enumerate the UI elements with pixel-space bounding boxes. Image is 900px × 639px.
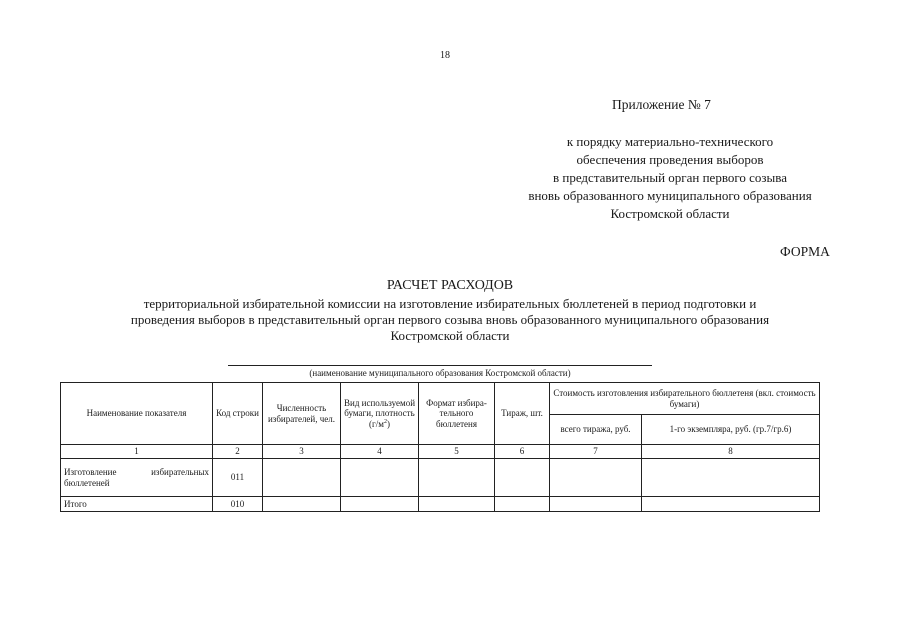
header-ballot-format: Формат избира-тельного бюллетеня [419,383,495,445]
cell-empty [550,459,642,497]
header-paper-sup: 2 [383,418,387,425]
column-number: 2 [213,445,263,459]
document-title: РАСЧЕТ РАСХОДОВ [386,278,514,293]
subtitle-line: проведения выборов в представительный орган первого созыва вновь образованного муниципального образования [130,312,770,327]
annex-title: Приложение № 7 [612,97,711,112]
form-label: ФОРМА [780,244,830,259]
header-cost-one: 1-го экземпляра, руб. (гр.7/гр.6) [642,415,820,445]
cell-empty [495,497,550,512]
expense-table [60,382,820,512]
column-number: 8 [642,445,820,459]
header-paper-close: ) [386,418,390,429]
cell-empty [642,459,820,497]
annex-line: в представительный орган первого созыва [552,170,788,185]
annex-line: к порядку материально-технического [566,134,774,149]
subtitle-line: Костромской области [390,328,510,343]
annex-line: Костромской области [610,206,730,221]
header-paper-type [341,383,419,445]
annex-line: обеспечения проведения выборов [576,152,764,167]
annex-line: вновь образованного муниципального образования [528,188,812,203]
cell-empty [419,497,495,512]
municipality-blank-line [228,365,652,366]
cell-empty [495,459,550,497]
header-cost-group: Стоимость изготовления избирательного бюллетеня (вкл. стоимость бумаги) [550,383,820,415]
cell-empty [263,497,341,512]
header-row [61,383,820,415]
document-subtitle [60,296,840,344]
cell-empty [341,459,419,497]
header-cost-total: всего тиража, руб. [550,415,642,445]
annex-reference [480,133,860,223]
subtitle-line: территориальной избирательной комиссии на изготовление избирательных бюллетеней в период подготовки и [143,296,757,311]
table-row [61,497,820,512]
column-number: 3 [263,445,341,459]
column-number: 6 [495,445,550,459]
row-name: Итого [61,497,213,512]
header-name: Наименование показателя [61,383,213,445]
cell-empty [642,497,820,512]
cell-empty [263,459,341,497]
cell-empty [341,497,419,512]
row-name: Изготовление избирательных бюллетеней [61,459,213,497]
column-number: 5 [419,445,495,459]
header-paper-text: Вид используемой бумаги, плотность [344,397,416,419]
column-number: 7 [550,445,642,459]
column-number: 4 [341,445,419,459]
table-row [61,459,820,497]
header-copies: Тираж, шт. [495,383,550,445]
header-voter-count: Численность избирателей, чел. [263,383,341,445]
page-number: 18 [440,50,450,61]
row-code: 011 [213,459,263,497]
cell-empty [550,497,642,512]
header-paper-unit: (г/м [369,418,384,429]
cell-empty [419,459,495,497]
column-number-row [61,445,820,459]
header-code: Код строки [213,383,263,445]
column-number: 1 [61,445,213,459]
row-code: 010 [213,497,263,512]
municipality-caption: (наименование муниципального образования Костромской области) [309,368,571,378]
